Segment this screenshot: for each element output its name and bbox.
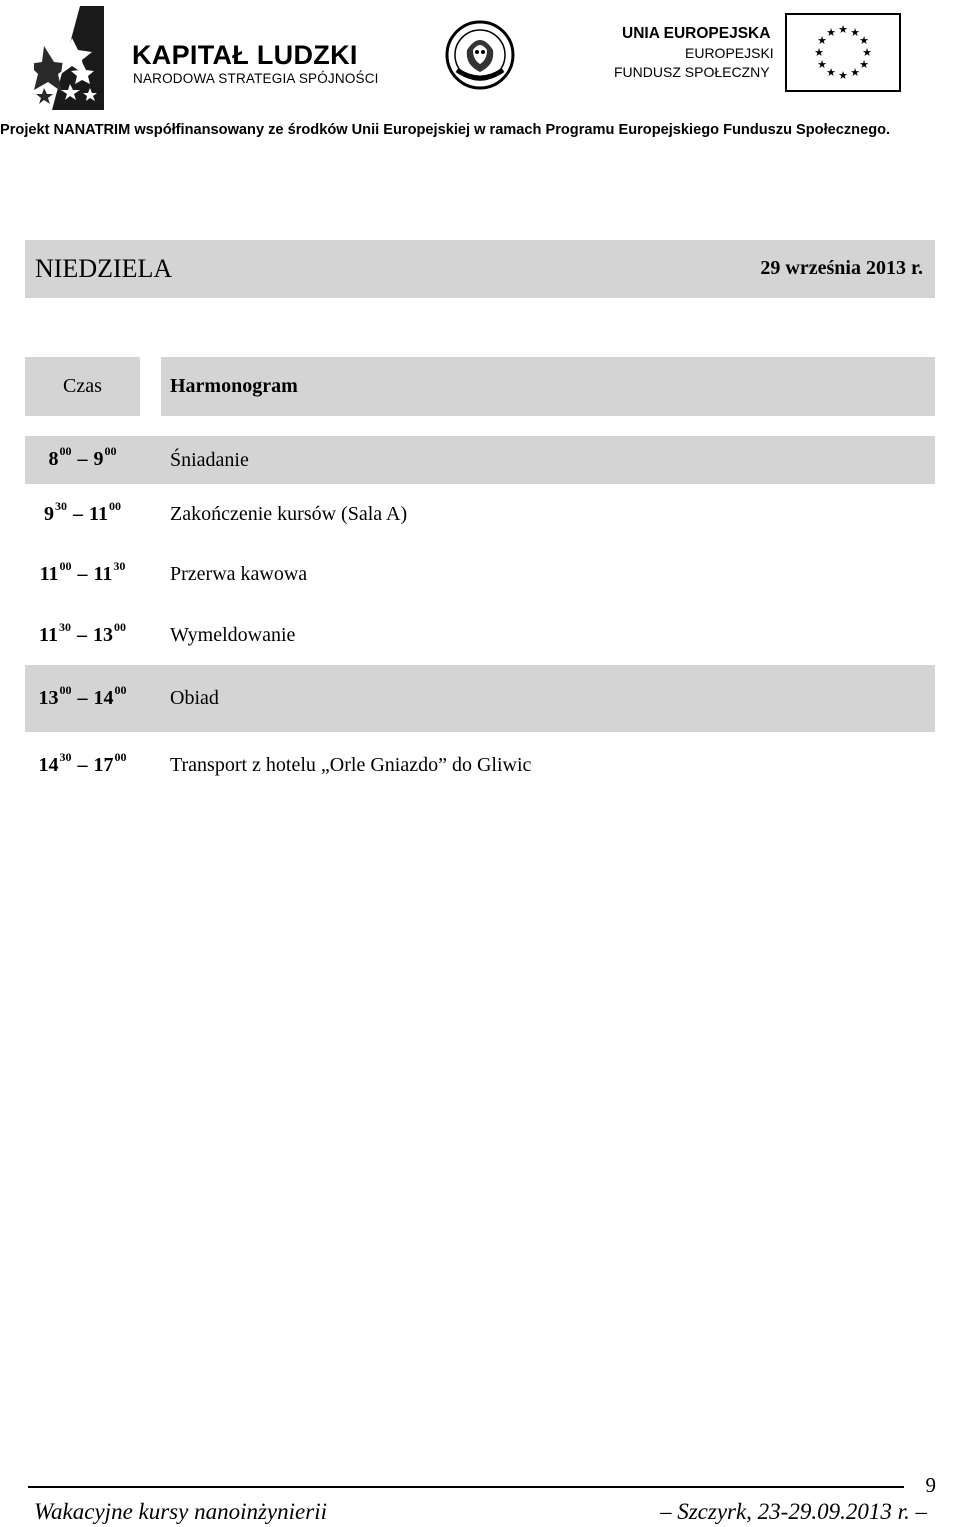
schedule-row: [25, 742, 935, 792]
end-time: $9^{00}$: [93, 444, 117, 470]
time-dash: –: [77, 563, 88, 585]
footer-location-dates: – Szczyrk, 23-29.09.2013 r. –: [659, 1499, 927, 1524]
schedule-item: Śniadanie: [170, 449, 249, 471]
day-date: 29 września 2013 r.: [760, 257, 923, 279]
schedule-item: Zakończenie kursów (Sala A): [170, 503, 408, 525]
schedule-item: Przerwa kawowa: [170, 563, 308, 585]
svg-text:★: ★: [817, 58, 827, 71]
svg-text:★: ★: [862, 46, 872, 59]
seal-icon: [445, 20, 515, 90]
end-time: $11^{00}$: [89, 499, 121, 525]
kapital-ludzki-title: KAPITAŁ LUDZKI: [132, 40, 358, 70]
start-time: $11^{00}$: [39, 559, 72, 585]
svg-text:★: ★: [859, 58, 869, 71]
start-time: $9^{30}$: [44, 499, 68, 525]
day-name: NIEDZIELA: [35, 254, 173, 283]
kmib-seal-logo: [445, 20, 515, 90]
svg-text:★: ★: [814, 46, 824, 59]
schedule-row: [25, 490, 935, 540]
end-time: $11^{30}$: [93, 559, 126, 585]
svg-text:★: ★: [826, 66, 836, 79]
schedule-row: [25, 611, 935, 661]
project-funding-note: Projekt NANATRIM współfinansowany ze środków Unii Europejskiej w ramach Programu Europejskiego Funduszu Społecznego.: [0, 122, 891, 138]
ue-subtitle-2: FUNDUSZ SPOŁECZNY: [614, 64, 770, 80]
svg-text:★: ★: [826, 26, 836, 39]
time-range: [25, 683, 140, 710]
svg-text:★: ★: [838, 23, 848, 36]
page-number: 9: [925, 1473, 936, 1497]
svg-text:★: ★: [859, 34, 869, 47]
svg-text:★: ★: [838, 69, 848, 82]
schedule-row: [25, 665, 935, 732]
schedule-row: [25, 550, 935, 600]
column-header-schedule: Harmonogram: [161, 357, 935, 416]
svg-text:★: ★: [817, 34, 827, 47]
eu-flag-logo: [785, 13, 901, 92]
time-range: [25, 444, 140, 471]
end-time: $13^{00}$: [92, 620, 126, 646]
ue-title: UNIA EUROPEJSKA: [622, 25, 771, 42]
schedule-row: [25, 436, 935, 484]
column-header-time: Czas: [25, 357, 140, 416]
schedule-item: Transport z hotelu „Orle Gniazdo” do Gliwic: [170, 754, 532, 776]
kapital-ludzki-emblem-icon: [34, 6, 134, 110]
time-dash: –: [77, 754, 88, 776]
time-dash: –: [77, 687, 88, 709]
start-time: $8^{00}$: [48, 444, 72, 470]
end-time: $14^{00}$: [93, 683, 127, 709]
schedule-item: Obiad: [170, 687, 219, 709]
footer-divider: [28, 1486, 904, 1488]
footer-course-name: Wakacyjne kursy nanoinżynierii: [34, 1499, 327, 1524]
day-banner: [25, 240, 935, 298]
time-dash: –: [77, 448, 88, 470]
schedule-item: Wymeldowanie: [170, 624, 296, 646]
svg-text:★: ★: [850, 26, 860, 39]
time-range: [25, 750, 140, 777]
start-time: $11^{30}$: [39, 620, 71, 646]
end-time: $17^{00}$: [93, 750, 127, 776]
time-dash: –: [73, 503, 84, 525]
svg-text:★: ★: [850, 66, 860, 79]
time-range: [25, 559, 140, 586]
start-time: $14^{30}$: [38, 750, 72, 776]
kapital-ludzki-subtitle: NARODOWA STRATEGIA SPÓJNOŚCI: [133, 71, 379, 86]
ue-subtitle-1: EUROPEJSKI: [685, 45, 774, 61]
start-time: $13^{00}$: [38, 683, 72, 709]
time-range: [25, 499, 140, 526]
time-dash: –: [76, 624, 87, 646]
time-range: [25, 620, 140, 647]
eu-flag-icon: [785, 13, 901, 92]
